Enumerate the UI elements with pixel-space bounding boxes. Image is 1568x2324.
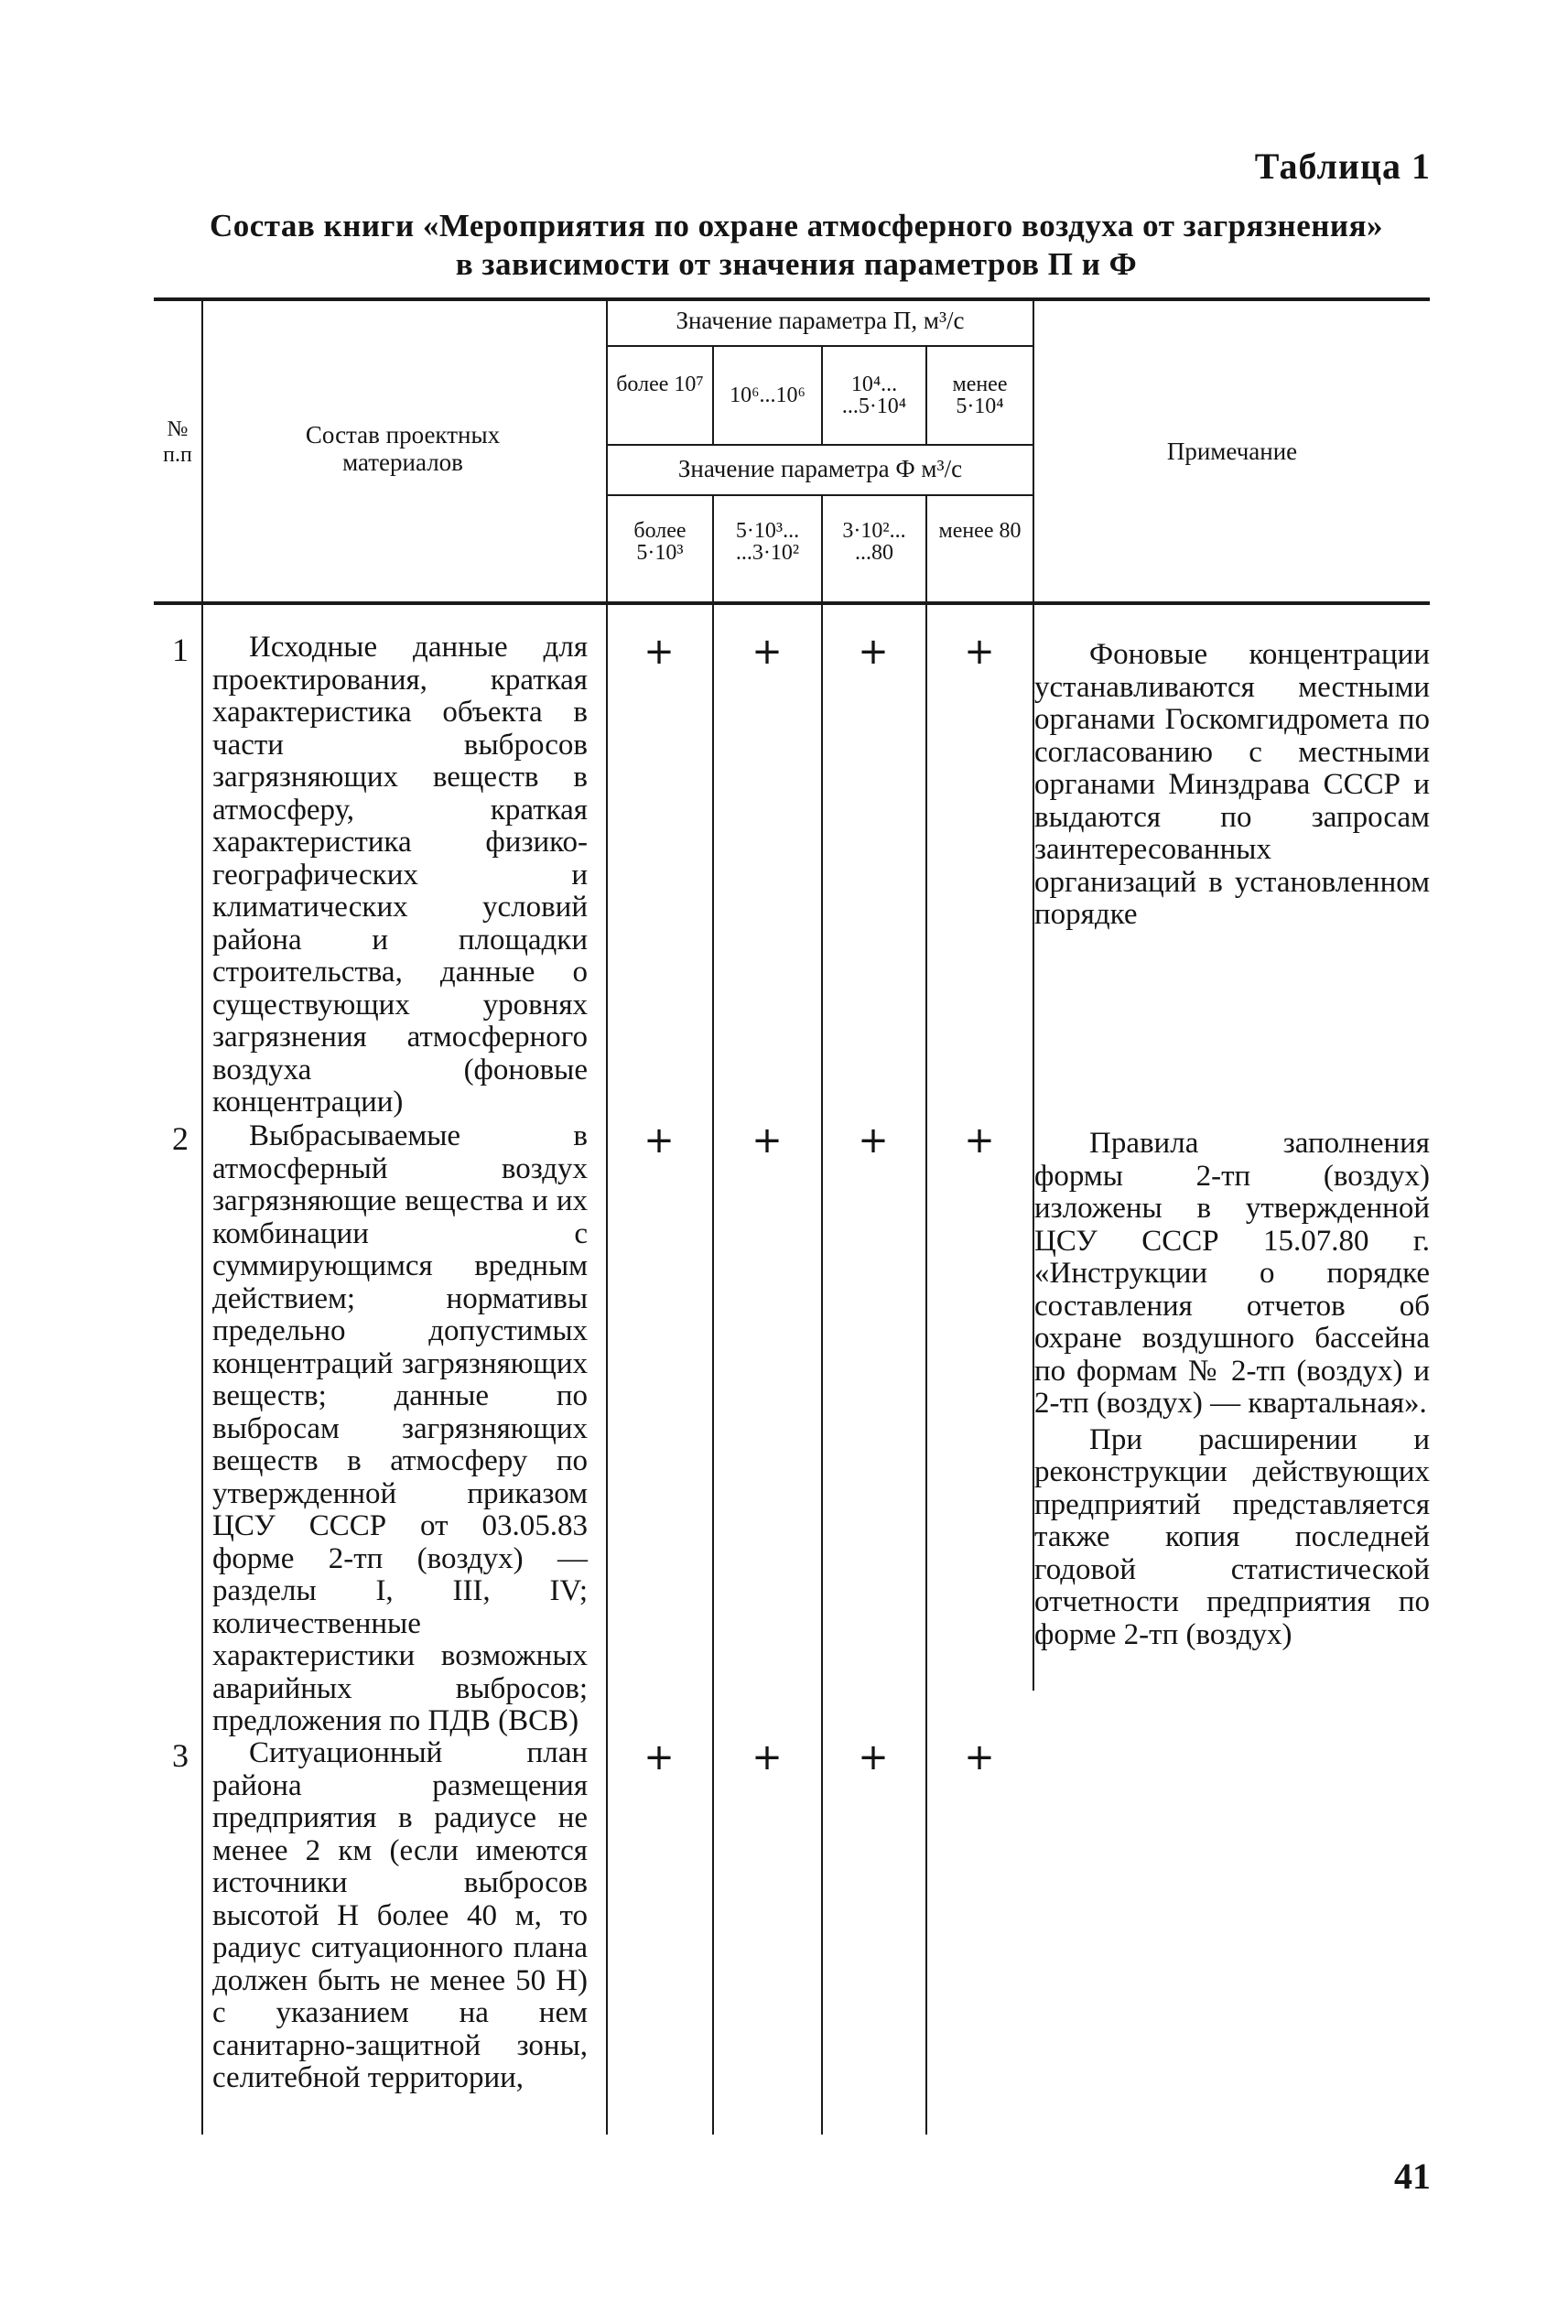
title-line-1: Состав книги «Мероприятия по охране атмосферного воздуха от загрязнения» <box>209 208 1384 243</box>
row-3-mark-1: + <box>643 1736 675 1778</box>
row-2-mark-1: + <box>643 1119 675 1162</box>
row-2-number: 2 <box>172 1120 189 1157</box>
param-p-values-rule <box>606 444 1034 446</box>
header-f-value-4: менее 80 <box>938 519 1022 543</box>
table-label: Таблица 1 <box>1254 146 1431 187</box>
header-p-value-3: 10⁴... ...5·10⁴ <box>841 373 907 418</box>
col-rule-f3 <box>925 496 927 2135</box>
table-top-rule <box>154 297 1430 301</box>
page-number: 41 <box>1394 2156 1431 2197</box>
param-f-title-rule <box>606 494 1034 496</box>
row-1-mark-3: + <box>858 631 889 673</box>
row-2-mark-2: + <box>752 1119 783 1162</box>
row-3-description: Ситуационный план района размещения предприятия в радиусе не менее 2 км (если имеются источники выбросов высотой Н более 40 м, то радиус ситуационного плана должен быть не менее 50 Н) с указанием на нем санитарно-защитной зоны, селитебной территории, <box>212 1736 588 2094</box>
row-1-mark-4: + <box>964 631 995 673</box>
header-p-value-2: 10⁶...10⁶ <box>730 384 806 407</box>
header-param-f-title: Значение параметра Ф м³/с <box>677 455 963 482</box>
col-rule-f2 <box>821 496 823 2135</box>
header-composition: Состав проектных материалов <box>305 421 501 476</box>
table-title <box>146 207 1446 284</box>
row-1-description: Исходные данные для проектирования, краткая характеристика объекта в части выбросов загрязняющих веществ в атмосферу, краткая характеристика физико-географических и климатических условий района и площадки строительства, данные о существующих уровнях загрязнения атмосферного воздуха (фоновые концентрации) <box>212 631 588 1119</box>
param-p-title-rule <box>606 345 1034 347</box>
header-param-p-title: Значение параметра П, м³/с <box>676 307 965 334</box>
row-3-mark-3: + <box>858 1736 889 1778</box>
header-f-value-2: 5·10³... ...3·10² <box>735 519 800 565</box>
row-3-mark-4: + <box>964 1736 995 1778</box>
row-2-mark-3: + <box>858 1119 889 1162</box>
header-note: Примечание <box>1166 438 1298 465</box>
row-1-mark-1: + <box>643 631 675 673</box>
row-1-mark-2: + <box>752 631 783 673</box>
col-rule-f1 <box>712 496 714 2135</box>
row-1-number: 1 <box>172 632 189 668</box>
row-2-mark-4: + <box>964 1119 995 1162</box>
header-num: № п.п <box>163 417 192 467</box>
header-p-value-1: более 10⁷ <box>616 373 704 396</box>
header-p-value-4: менее 5·10⁴ <box>952 373 1008 418</box>
title-line-2: в зависимости от значения параметров П и Ф <box>455 246 1138 282</box>
col-rule-desc <box>606 299 608 2135</box>
header-f-value-3: 3·10²... ...80 <box>842 519 906 565</box>
row-3-mark-2: + <box>752 1736 783 1778</box>
header-bottom-rule <box>154 601 1430 605</box>
row-2-note: Правила заполнения формы 2-тп (воздух) изложены в утвержденной ЦСУ СССР 15.07.80 г. «Инструкции о порядке составления отчетов об охране воздушного бассейна по формам № 2-тп (воздух) и 2-тп (воздух) — квартальная». При расширении и реконструкции действующих предприятий представляется также копия последней годовой статистической отчетности предприятия по форме 2-тп (воздух) <box>1034 1127 1430 1651</box>
row-2-note-extra: При расширении и реконструкции действующих предприятий представляется также копия последней годовой статистической отчетности предприятия по форме 2-тп (воздух) <box>1034 1422 1430 1651</box>
col-rule-num <box>201 299 203 2135</box>
row-2-description: Выбрасываемые в атмосферный воздух загрязняющие вещества и их комбинации с суммирующимся вредным действием; нормативы предельно допустимых концентраций загрязняющих веществ; данные по выбросам загрязняющих веществ в атмосферу по утвержденной приказом ЦСУ СССР от 03.05.83 форме 2-тп (воздух) — разделы I, III, IV; количественные характеристики возможных аварийных выбросов; предложения по ПДВ (ВСВ) <box>212 1119 588 1737</box>
row-3-number: 3 <box>172 1737 189 1774</box>
row-1-note: Фоновые концентрации устанавливаются местными органами Госкомгидромета по согласованию с местными органами Минздрава СССР и выдаются по запросам заинтересованных организаций в установленном порядке <box>1034 638 1430 931</box>
header-f-value-1: более 5·10³ <box>633 519 687 565</box>
